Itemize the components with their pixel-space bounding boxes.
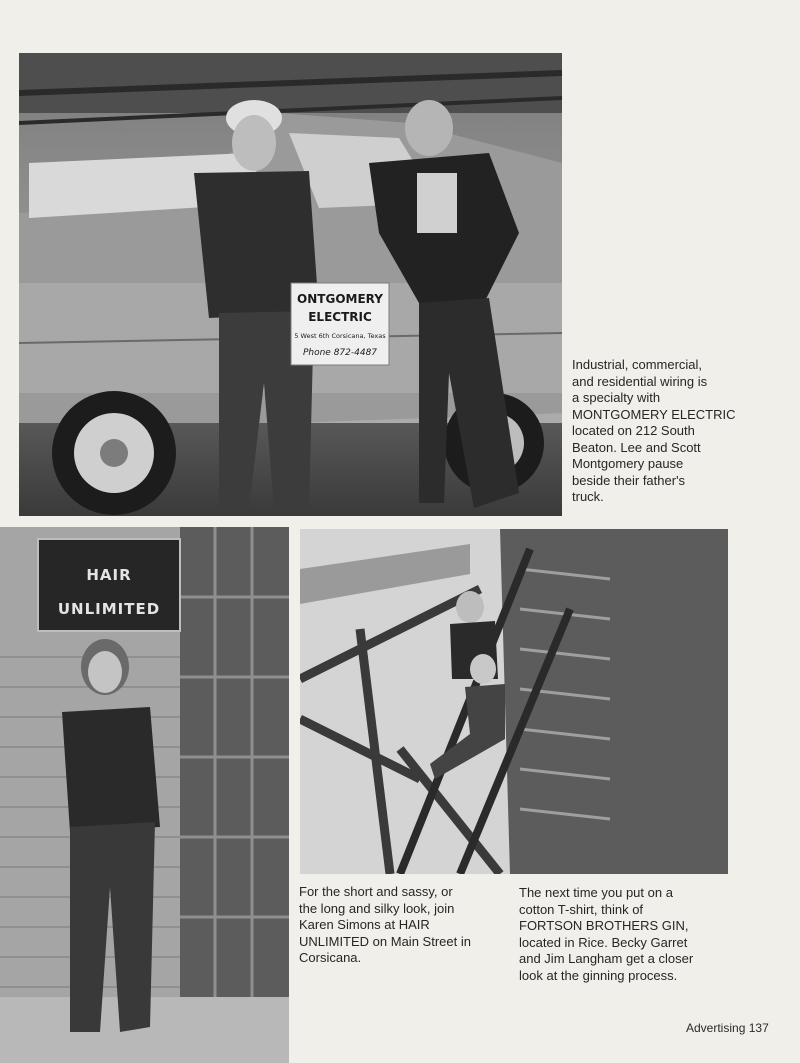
montgomery-electric-caption: Industrial, commercial, and residential wiring is a specialty with MONTGOMERY ELECTRIC located on 212 South Beaton. Lee and Scott Montgomery pause beside their father's truck. — [572, 357, 736, 504]
door-sign-line2: ELECTRIC — [308, 310, 372, 324]
door-sign — [291, 283, 389, 365]
sign-line2: UNLIMITED — [57, 600, 161, 618]
door-sign-line1: ONTGOMERY — [297, 292, 383, 306]
footer-section-label: Advertising — [686, 1021, 746, 1035]
door-sign-line3: 5 West 6th Corsicana, Texas — [294, 332, 386, 340]
fortson-brothers-caption: The next time you put on a cotton T-shirt, think of FORTSON BROTHERS GIN, located in Rice. Becky Garret and Jim Langham get a closer look at the ginning process. — [519, 885, 694, 983]
sign-line1: HAIR — [86, 566, 132, 584]
fortson-brothers-gin-photo — [300, 529, 728, 874]
page-number: 137 — [748, 1021, 769, 1035]
hair-unlimited-caption: For the short and sassy, or the long and silky look, join Karen Simons at HAIR UNLIMITED on Main Street in Corsicana. — [299, 884, 471, 965]
hair-unlimited-photo — [0, 527, 289, 1063]
hair-unlimited-sign — [38, 539, 180, 631]
montgomery-electric-photo — [19, 53, 562, 516]
door-sign-line4: Phone 872-4487 — [302, 348, 378, 358]
page-footer — [686, 1021, 769, 1035]
